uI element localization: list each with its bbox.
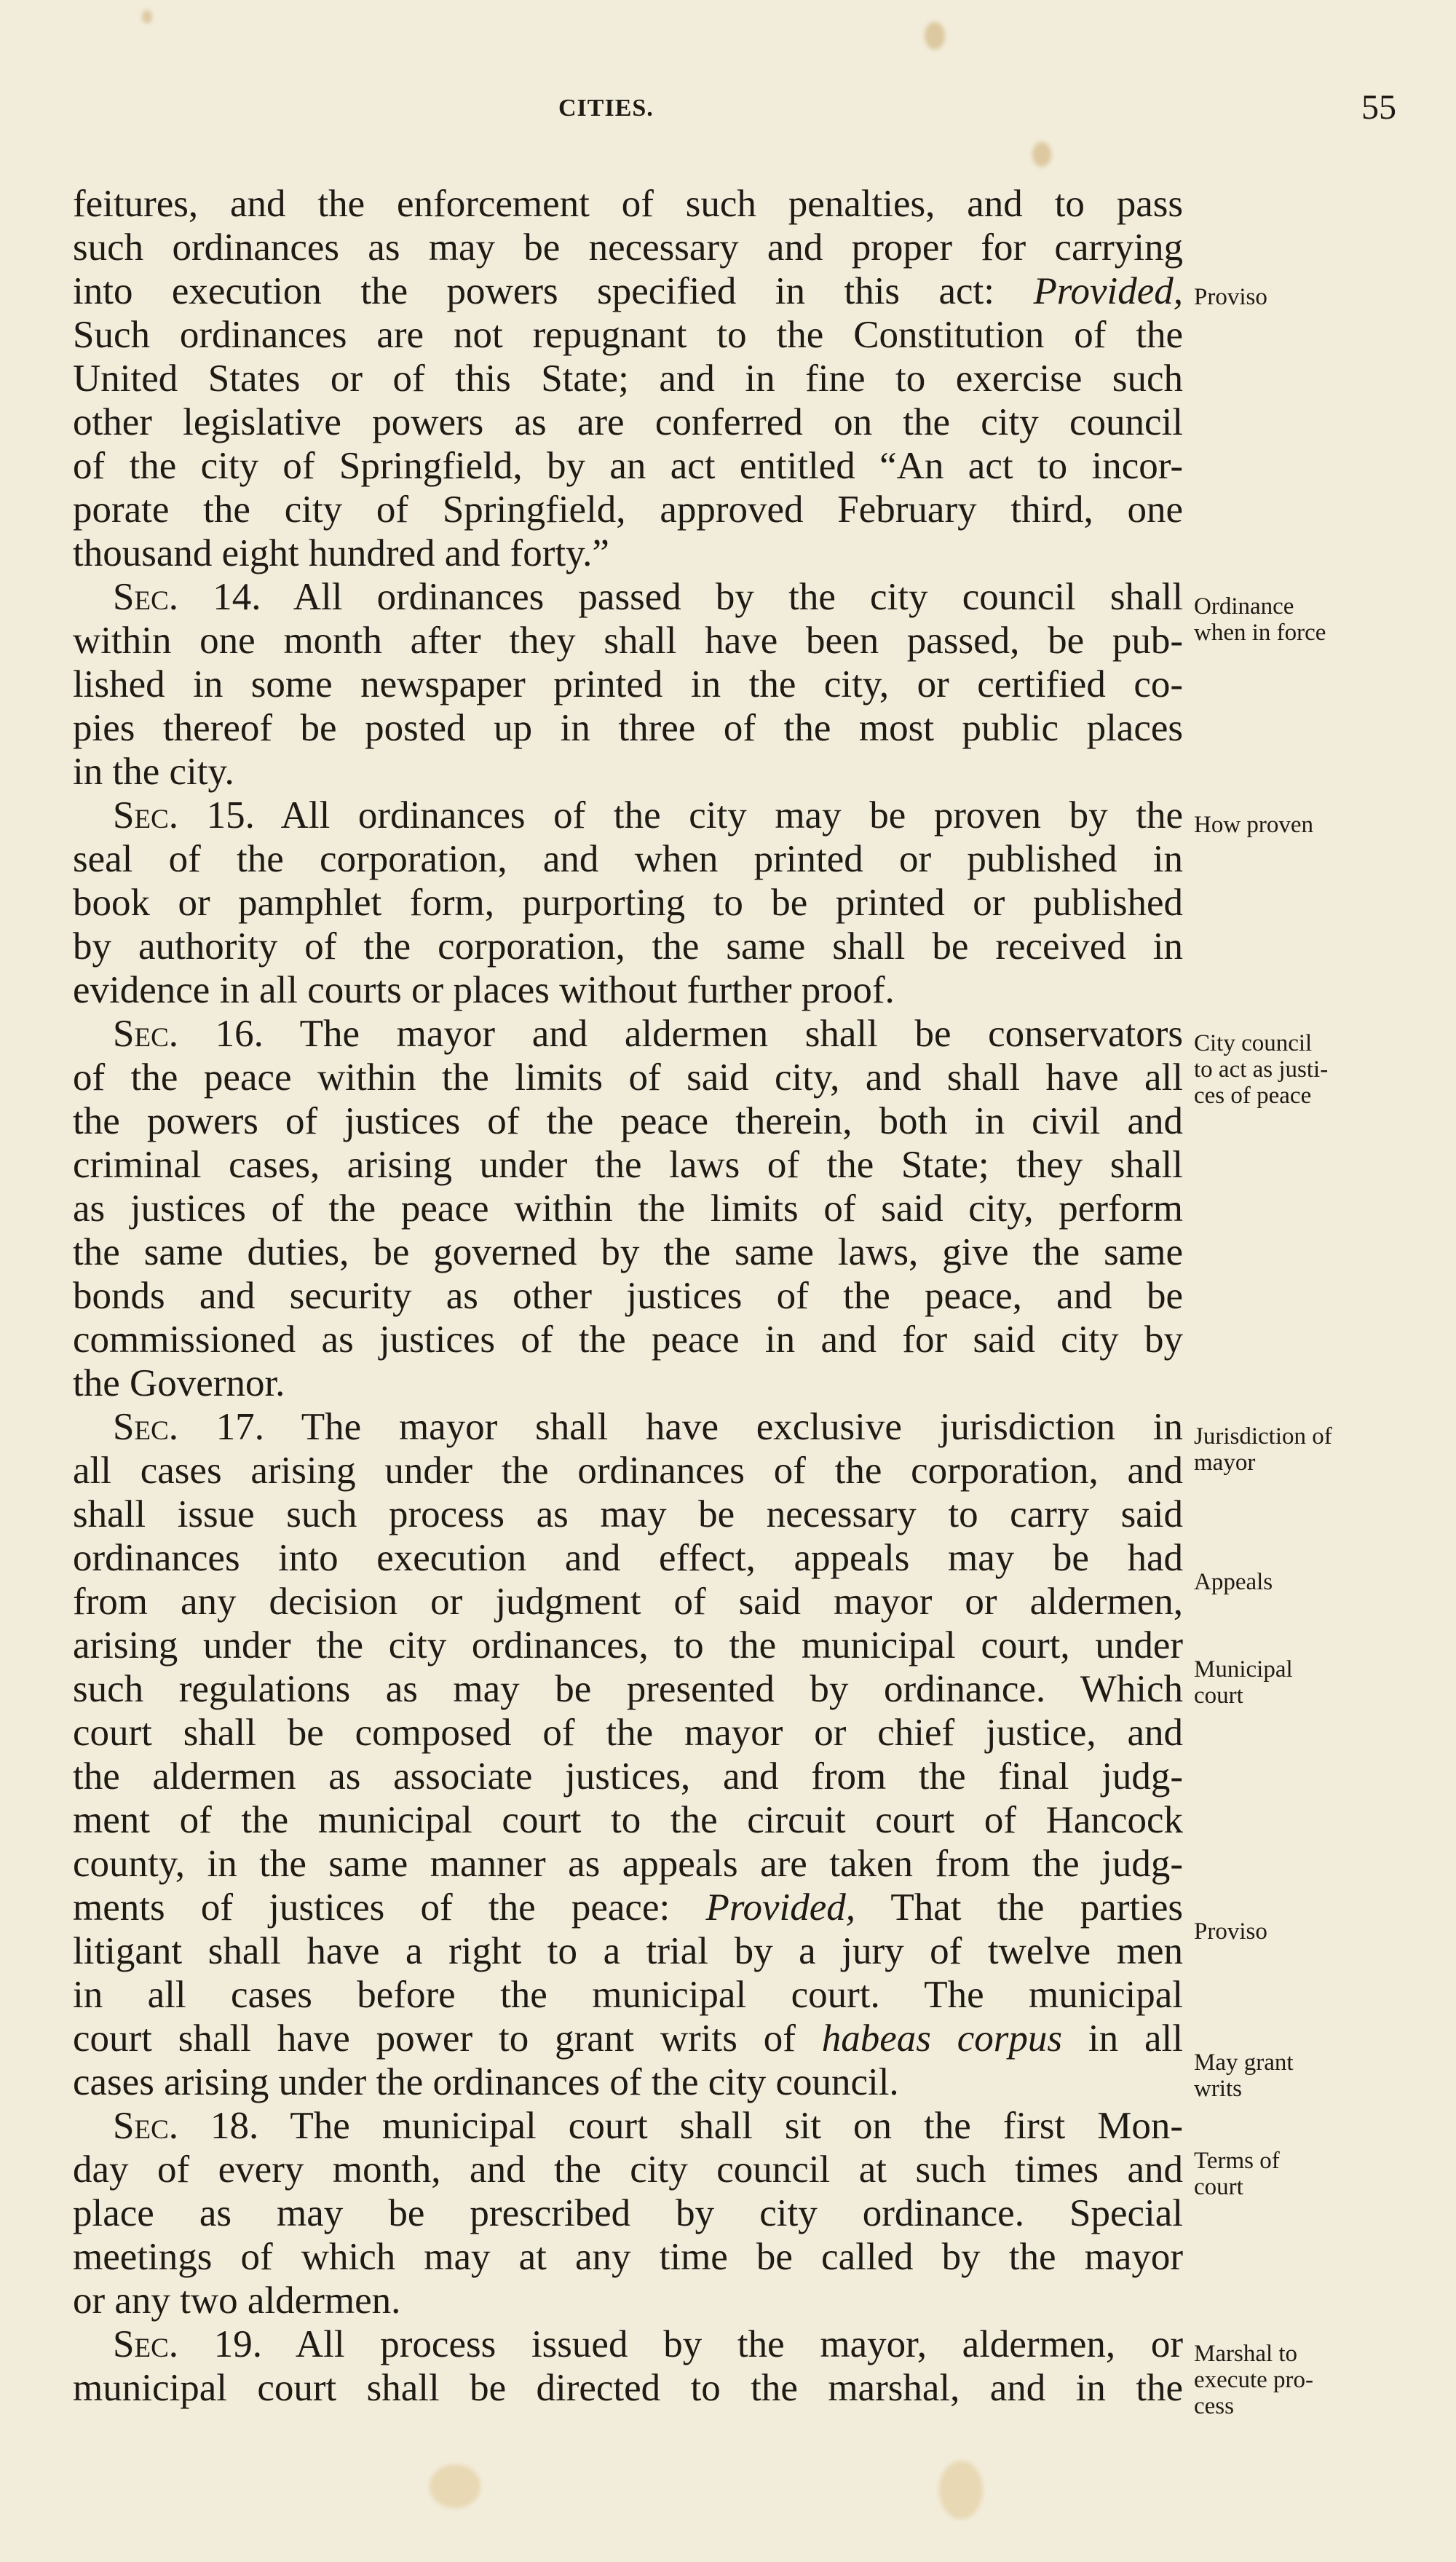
margin-note-municipal-court: Municipal court [1194,1656,1293,1709]
text-line: thousand eight hundred and forty.” [73,532,609,574]
margin-note-marshal: Marshal to execute pro- cess [1194,2341,1313,2419]
text-line: criminal cases, arising under the laws of the State; they shall [73,1144,1183,1186]
text-line: seal of the corporation, and when printed or published in [73,838,1183,880]
section-label: Sec. 19. [113,2323,262,2365]
text-line: day of every month, and the city council at such times and [73,2148,1183,2191]
section-16-line: Sec. 16. The mayor and aldermen shall be conservators [113,1013,1184,1055]
section-label: Sec. 17. [113,1406,264,1448]
section-label: Sec. 16. [113,1013,264,1055]
text-line: litigant shall have a right to a trial by a jury of twelve men [73,1930,1183,1972]
text-line: the Governor. [73,1362,285,1404]
text-line: within one month after they shall have been passed, be pub- [73,620,1183,662]
text-line: bonds and security as other justices of the peace, and be [73,1275,1183,1317]
paper-stain [939,2461,983,2519]
text-line: as justices of the peace within the limits of said city, perform [73,1187,1183,1230]
page-header [0,87,1456,138]
text-line: the aldermen as associate justices, and from the final judg- [73,1755,1183,1798]
text-line: by authority of the corporation, the same shall be received in [73,925,1183,968]
text-line: Such ordinances are not repugnant to the Constitution of the [73,314,1183,356]
margin-note-jurisdiction: Jurisdiction of mayor [1194,1423,1332,1476]
text-line: municipal court shall be directed to the marshal, and in the [73,2367,1183,2409]
margin-note-city-council: City council to act as justi- ces of peace [1194,1030,1329,1109]
paper-stain [430,2464,480,2508]
text-line: from any decision or judgment of said mayor or aldermen, [73,1581,1183,1623]
text-line: evidence in all courts or places without further proof. [73,969,895,1011]
text-line: the powers of justices of the peace therein, both in civil and [73,1100,1183,1142]
section-14-line: Sec. 14. All ordinances passed by the city council shall [113,576,1183,618]
text-line: of the peace within the limits of said city, and shall have all [73,1056,1183,1099]
text-line: other legislative powers as are conferred on the city council [73,401,1183,443]
section-label: Sec. 18. [113,2105,259,2147]
text-line: court shall have power to grant writs of habeas corpus in all [73,2017,1183,2060]
text-line: arising under the city ordinances, to the municipal court, under [73,1624,1183,1667]
text-line: such ordinances as may be necessary and proper for carrying [73,226,1183,269]
margin-note-ordinance: Ordinance when in force [1194,593,1326,646]
section-label: Sec. 15. [113,794,255,837]
margin-note-proviso: Proviso [1194,284,1267,310]
text-line: in the city. [73,751,234,793]
text-line: lished in some newspaper printed in the city, or certified co- [73,663,1183,705]
paper-stain [1032,142,1051,167]
text-line: porate the city of Springfield, approved February third, one [73,489,1183,531]
text-line: in all cases before the municipal court. The municipal [73,1974,1183,2016]
text-line: ments of justices of the peace: Provided, That the parties [73,1886,1183,1929]
text-line: cases arising under the ordinances of the city council. [73,2061,899,2103]
section-17-line: Sec. 17. The mayor shall have exclusive jurisdiction in [113,1406,1183,1448]
text-line: county, in the same manner as appeals are taken from the judg- [73,1843,1183,1885]
page-number: 55 [1361,88,1396,127]
paper-stain [925,22,945,50]
text-line: meetings of which may at any time be called by the mayor [73,2236,1183,2278]
text-line: book or pamphlet form, purporting to be printed or published [73,882,1183,924]
text-line: of the city of Springfield, by an act entitled “An act to incor- [73,445,1183,487]
paper-stain [142,10,152,23]
section-19-line: Sec. 19. All process issued by the mayor, aldermen, or [113,2323,1183,2365]
margin-note-how-proven: How proven [1194,812,1314,838]
text-line: ordinances into execution and effect, appeals may be had [73,1537,1183,1579]
text-line: place as may be prescribed by city ordinance. Special [73,2192,1183,2234]
margin-note-appeals: Appeals [1194,1569,1273,1595]
text-line: court shall be composed of the mayor or chief justice, and [73,1712,1183,1754]
text-line: feitures, and the enforcement of such penalties, and to pass [73,183,1183,225]
text-line: the same duties, be governed by the same laws, give the same [73,1231,1183,1273]
margin-note-proviso: Proviso [1194,1918,1267,1945]
text-line: commissioned as justices of the peace in and for said city by [73,1318,1183,1361]
section-label: Sec. 14. [113,576,261,618]
margin-note-terms: Terms of court [1194,2148,1280,2200]
text-line: United States or of this State; and in fine to exercise such [73,357,1183,400]
text-line: such regulations as may be presented by ordinance. Which [73,1668,1183,1710]
text-line: pies thereof be posted up in three of the most public places [73,707,1183,749]
text-line: ment of the municipal court to the circuit court of Hancock [73,1799,1183,1841]
running-head: CITIES. [558,95,654,122]
section-15-line: Sec. 15. All ordinances of the city may be proven by the [113,794,1183,837]
text-line: all cases arising under the ordinances of the corporation, and [73,1450,1183,1492]
body-text [73,182,1183,2410]
text-line: or any two aldermen. [73,2280,401,2322]
text-line: into execution the powers specified in this act: Provided, [73,270,1183,312]
margin-note-writs: May grant writs [1194,2049,1294,2102]
text-line: shall issue such process as may be necessary to carry said [73,1493,1183,1535]
section-18-line: Sec. 18. The municipal court shall sit on the first Mon- [113,2105,1183,2147]
